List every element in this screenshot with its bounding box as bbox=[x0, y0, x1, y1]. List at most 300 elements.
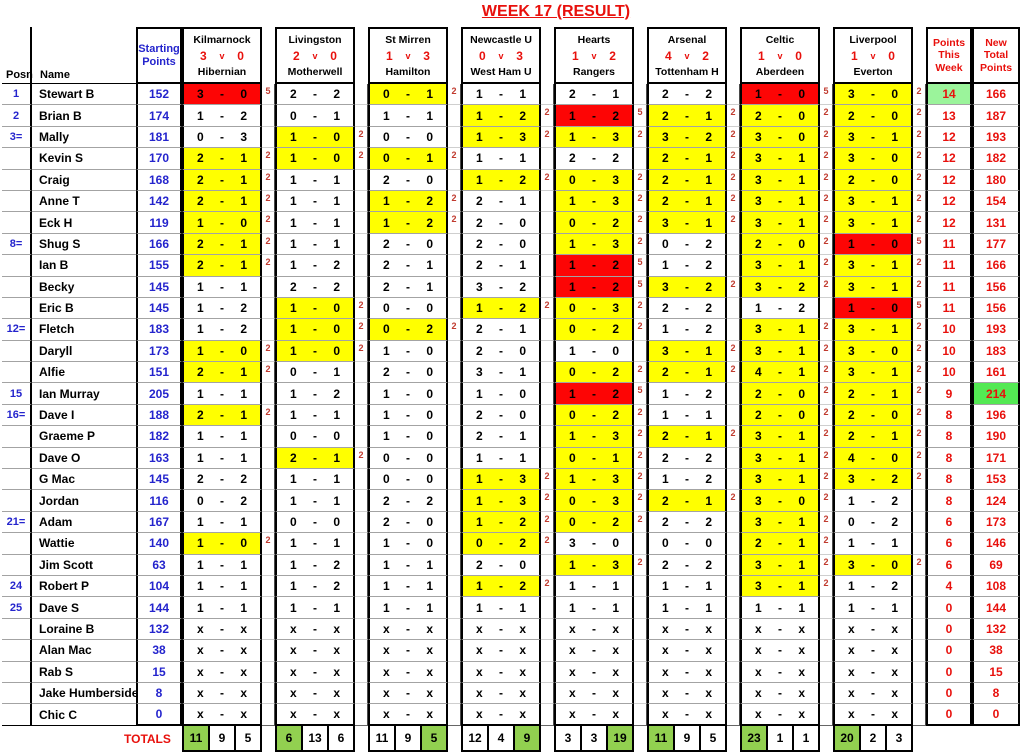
score-separator: - bbox=[313, 386, 317, 401]
points-superscript: 2 bbox=[820, 448, 833, 469]
score-separator: - bbox=[871, 343, 875, 358]
home-team-name: St Mirren bbox=[385, 33, 431, 46]
score-separator: - bbox=[592, 194, 596, 209]
score-separator: - bbox=[592, 322, 596, 337]
points-superscript bbox=[541, 234, 554, 255]
prediction-cell bbox=[275, 619, 355, 640]
predicted-home-score: 2 bbox=[197, 151, 204, 166]
points-superscript: 2 bbox=[820, 277, 833, 298]
prediction-cell bbox=[275, 490, 355, 511]
predicted-home-score: 1 bbox=[290, 536, 297, 551]
predicted-away-score: 0 bbox=[891, 343, 898, 358]
score-separator: - bbox=[778, 386, 782, 401]
points-superscript bbox=[727, 448, 740, 469]
posn-cell bbox=[2, 533, 32, 554]
outcome-count: 11 bbox=[184, 726, 208, 750]
score-separator: - bbox=[499, 707, 503, 722]
score-separator: - bbox=[406, 301, 410, 316]
prediction-cell bbox=[647, 512, 727, 533]
points-superscript bbox=[448, 576, 461, 597]
prediction-cell bbox=[182, 619, 262, 640]
predicted-home-score: 1 bbox=[197, 386, 204, 401]
predicted-away-score: 2 bbox=[612, 515, 619, 529]
prediction-cell bbox=[368, 490, 448, 511]
score-separator: - bbox=[220, 408, 224, 423]
points-superscript bbox=[634, 619, 647, 640]
points-this-week-value: 12 bbox=[926, 191, 972, 212]
prediction-cell bbox=[182, 555, 262, 576]
new-total-points-value: 177 bbox=[972, 234, 1020, 255]
score-separator: - bbox=[592, 172, 596, 187]
points-superscript bbox=[727, 683, 740, 704]
prediction-cell bbox=[740, 319, 820, 340]
predicted-home-score: 1 bbox=[848, 493, 855, 508]
prediction-cell bbox=[275, 212, 355, 233]
player-name: Rab S bbox=[32, 662, 136, 683]
posn-cell: 21= bbox=[2, 512, 32, 533]
points-superscript bbox=[727, 555, 740, 576]
score-separator: - bbox=[778, 108, 782, 123]
home-team-name: Kilmarnock bbox=[193, 33, 251, 46]
points-superscript bbox=[262, 490, 275, 511]
score-separator: - bbox=[778, 279, 782, 294]
score-separator: - bbox=[406, 386, 410, 401]
predicted-away-score: 1 bbox=[333, 236, 340, 251]
predicted-away-score: 0 bbox=[426, 301, 433, 316]
points-superscript bbox=[541, 191, 554, 212]
prediction-cell bbox=[833, 662, 913, 683]
predicted-away-score: 1 bbox=[891, 429, 898, 444]
predicted-home-score: 1 bbox=[662, 472, 669, 487]
score-separator: - bbox=[592, 236, 596, 251]
score-separator: - bbox=[406, 557, 410, 572]
predicted-away-score: 0 bbox=[891, 408, 898, 423]
sup-header-spacer bbox=[634, 27, 647, 84]
score-separator: - bbox=[685, 450, 689, 465]
score-separator: - bbox=[592, 450, 596, 465]
new-total-points-value: 196 bbox=[972, 405, 1020, 426]
player-name: Dave I bbox=[32, 405, 136, 426]
predicted-home-score: 1 bbox=[290, 386, 297, 401]
predicted-home-score: x bbox=[662, 707, 669, 722]
new-total-points-value: 15 bbox=[972, 662, 1020, 683]
predicted-away-score: 1 bbox=[705, 493, 712, 508]
fixture-result bbox=[463, 48, 539, 64]
predicted-home-score: 1 bbox=[290, 600, 297, 615]
score-separator: - bbox=[778, 450, 782, 465]
predicted-home-score: 1 bbox=[569, 108, 576, 123]
points-superscript bbox=[448, 426, 461, 447]
points-superscript: 2 bbox=[913, 255, 926, 276]
score-separator: - bbox=[220, 472, 224, 487]
score-separator: - bbox=[871, 87, 875, 102]
new-total-points-value: 171 bbox=[972, 448, 1020, 469]
predicted-away-score: 2 bbox=[612, 408, 619, 423]
predicted-away-score: x bbox=[612, 664, 619, 679]
posn-cell bbox=[2, 362, 32, 383]
prediction-cell bbox=[740, 683, 820, 704]
starting-points-value: 181 bbox=[136, 127, 182, 148]
prediction-cell bbox=[275, 405, 355, 426]
score-separator: - bbox=[592, 215, 596, 230]
predicted-away-score: 1 bbox=[705, 194, 712, 209]
score-separator: - bbox=[406, 343, 410, 358]
points-superscript: 2 bbox=[355, 127, 368, 148]
points-superscript: 5 bbox=[262, 84, 275, 105]
predicted-away-score: 2 bbox=[891, 472, 898, 487]
points-superscript: 2 bbox=[727, 277, 740, 298]
score-separator: - bbox=[499, 129, 503, 144]
player-name: Daryll bbox=[32, 341, 136, 362]
predicted-home-score: x bbox=[476, 621, 483, 636]
points-superscript: 2 bbox=[541, 576, 554, 597]
prediction-cell bbox=[833, 533, 913, 554]
outcome-count: 5 bbox=[420, 726, 446, 750]
predicted-away-score: x bbox=[240, 664, 247, 679]
points-superscript: 2 bbox=[727, 127, 740, 148]
predicted-away-score: 3 bbox=[612, 194, 619, 209]
score-separator: - bbox=[871, 557, 875, 572]
score-separator: - bbox=[499, 258, 503, 273]
starting-points-value: 145 bbox=[136, 469, 182, 490]
prediction-cell bbox=[461, 362, 541, 383]
predicted-away-score: 1 bbox=[240, 515, 247, 529]
prediction-cell bbox=[554, 533, 634, 554]
prediction-cell bbox=[647, 362, 727, 383]
starting-points-value: 119 bbox=[136, 212, 182, 233]
fixture-column-liverpool bbox=[833, 27, 913, 752]
predicted-home-score: 0 bbox=[569, 322, 576, 337]
points-superscript bbox=[541, 319, 554, 340]
fixture-header bbox=[182, 27, 262, 84]
predicted-home-score: 0 bbox=[290, 429, 297, 444]
prediction-cell bbox=[740, 469, 820, 490]
sup-totals-spacer bbox=[355, 726, 368, 752]
predicted-away-score: 0 bbox=[426, 515, 433, 529]
sup-header-spacer bbox=[541, 27, 554, 84]
points-superscript bbox=[262, 576, 275, 597]
score-separator: - bbox=[592, 108, 596, 123]
starting-points-column bbox=[136, 27, 182, 752]
home-team-goals: 1 bbox=[851, 48, 858, 63]
prediction-cell bbox=[740, 555, 820, 576]
points-superscript: 5 bbox=[634, 383, 647, 404]
predicted-home-score: 1 bbox=[755, 301, 762, 316]
score-separator: - bbox=[499, 322, 503, 337]
predicted-home-score: 2 bbox=[755, 408, 762, 423]
fixture-outcome-totals bbox=[833, 726, 913, 752]
points-superscript bbox=[355, 255, 368, 276]
score-separator: - bbox=[220, 215, 224, 230]
points-superscript bbox=[355, 576, 368, 597]
fixture-column-celtic bbox=[740, 27, 820, 752]
prediction-cell bbox=[182, 170, 262, 191]
predicted-home-score: 1 bbox=[476, 450, 483, 465]
score-separator: - bbox=[313, 557, 317, 572]
predicted-home-score: 2 bbox=[662, 151, 669, 166]
score-separator: - bbox=[685, 472, 689, 487]
new-total-points-value: 154 bbox=[972, 191, 1020, 212]
fixture-result bbox=[742, 48, 818, 64]
predicted-away-score: 1 bbox=[891, 129, 898, 144]
score-separator: - bbox=[499, 408, 503, 423]
prediction-cell bbox=[740, 533, 820, 554]
points-this-week-value: 13 bbox=[926, 105, 972, 126]
prediction-cell bbox=[647, 704, 727, 725]
predicted-home-score: 3 bbox=[197, 87, 204, 102]
predicted-away-score: 1 bbox=[798, 258, 805, 273]
prediction-cell bbox=[740, 405, 820, 426]
predicted-home-score: 1 bbox=[383, 536, 390, 551]
predicted-away-score: 3 bbox=[519, 472, 526, 487]
predicted-away-score: 1 bbox=[798, 194, 805, 209]
points-superscript: 2 bbox=[448, 191, 461, 212]
predicted-away-score: 0 bbox=[333, 429, 340, 444]
predicted-home-score: 3 bbox=[755, 322, 762, 337]
prediction-cell bbox=[647, 597, 727, 618]
score-separator: - bbox=[499, 87, 503, 102]
points-superscript bbox=[262, 683, 275, 704]
points-superscript: 2 bbox=[913, 127, 926, 148]
points-superscript bbox=[541, 341, 554, 362]
score-separator: - bbox=[313, 472, 317, 487]
prediction-cell bbox=[368, 576, 448, 597]
starting-points-header-line: Points bbox=[142, 55, 176, 68]
prediction-cell bbox=[182, 319, 262, 340]
points-superscript: 5 bbox=[634, 105, 647, 126]
predicted-away-score: 1 bbox=[333, 215, 340, 230]
predicted-away-score: 1 bbox=[519, 151, 526, 166]
predicted-home-score: x bbox=[569, 621, 576, 636]
score-separator: - bbox=[685, 515, 689, 529]
predicted-home-score: 2 bbox=[662, 493, 669, 508]
prediction-cell bbox=[554, 662, 634, 683]
predicted-home-score: x bbox=[662, 643, 669, 658]
predicted-away-score: 2 bbox=[705, 450, 712, 465]
prediction-cell bbox=[182, 597, 262, 618]
points-superscript: 2 bbox=[727, 490, 740, 511]
outcome-count: 23 bbox=[742, 726, 766, 750]
score-separator: - bbox=[685, 429, 689, 444]
posn-cell: 1 bbox=[2, 84, 32, 105]
score-separator: - bbox=[871, 493, 875, 508]
points-superscript: 2 bbox=[541, 298, 554, 319]
posn-cell bbox=[2, 469, 32, 490]
predicted-home-score: x bbox=[569, 686, 576, 701]
prediction-cell bbox=[275, 191, 355, 212]
points-superscript bbox=[541, 212, 554, 233]
score-separator: - bbox=[499, 600, 503, 615]
outcome-count: 6 bbox=[277, 726, 301, 750]
points-this-week-value: 12 bbox=[926, 127, 972, 148]
predicted-away-score: 2 bbox=[426, 322, 433, 337]
prediction-cell bbox=[182, 704, 262, 725]
score-separator: - bbox=[592, 664, 596, 679]
predicted-home-score: 1 bbox=[662, 322, 669, 337]
points-superscript: 2 bbox=[913, 383, 926, 404]
predicted-away-score: 2 bbox=[333, 386, 340, 401]
player-name: Wattie bbox=[32, 533, 136, 554]
predicted-away-score: 1 bbox=[798, 215, 805, 230]
points-superscript: 5 bbox=[913, 234, 926, 255]
predicted-away-score: 0 bbox=[426, 536, 433, 551]
points-superscript bbox=[262, 383, 275, 404]
predicted-away-score: 2 bbox=[798, 279, 805, 294]
score-separator: - bbox=[871, 643, 875, 658]
points-superscript bbox=[355, 105, 368, 126]
score-separator: - bbox=[871, 621, 875, 636]
points-superscript bbox=[448, 277, 461, 298]
prediction-cell bbox=[647, 319, 727, 340]
predicted-away-score: 3 bbox=[519, 493, 526, 508]
score-separator: - bbox=[499, 194, 503, 209]
predicted-away-score: 1 bbox=[798, 172, 805, 187]
predicted-away-score: 1 bbox=[333, 408, 340, 423]
points-this-week-value: 11 bbox=[926, 277, 972, 298]
prediction-cell bbox=[368, 405, 448, 426]
score-separator: - bbox=[220, 129, 224, 144]
prediction-cell bbox=[554, 212, 634, 233]
points-superscript bbox=[634, 341, 647, 362]
fixture-result bbox=[184, 48, 260, 64]
points-superscript bbox=[634, 148, 647, 169]
predicted-home-score: x bbox=[569, 664, 576, 679]
predicted-home-score: x bbox=[848, 643, 855, 658]
predicted-away-score: 2 bbox=[612, 151, 619, 166]
score-separator: - bbox=[871, 129, 875, 144]
predicted-away-score: 2 bbox=[519, 515, 526, 529]
predicted-away-score: x bbox=[240, 707, 247, 722]
predicted-away-score: 2 bbox=[891, 579, 898, 594]
points-superscript bbox=[541, 383, 554, 404]
predicted-away-score: 2 bbox=[519, 536, 526, 551]
points-superscript bbox=[355, 640, 368, 661]
prediction-cell bbox=[833, 341, 913, 362]
score-separator: - bbox=[592, 515, 596, 529]
new-total-points-header bbox=[972, 27, 1020, 84]
points-superscript bbox=[448, 170, 461, 191]
prediction-cell bbox=[368, 277, 448, 298]
predicted-away-score: 2 bbox=[426, 215, 433, 230]
predicted-home-score: 3 bbox=[755, 258, 762, 273]
player-name: Mally bbox=[32, 127, 136, 148]
score-separator: - bbox=[871, 408, 875, 423]
prediction-cell bbox=[182, 362, 262, 383]
score-separator: - bbox=[406, 643, 410, 658]
points-awarded-column-livingston bbox=[355, 27, 368, 752]
score-separator: - bbox=[406, 429, 410, 444]
predicted-home-score: 1 bbox=[476, 87, 483, 102]
points-superscript bbox=[913, 533, 926, 554]
predicted-away-score: 0 bbox=[426, 386, 433, 401]
new-total-points-value: 193 bbox=[972, 127, 1020, 148]
predicted-away-score: 0 bbox=[333, 515, 340, 529]
player-name: Dave S bbox=[32, 597, 136, 618]
posn-cell bbox=[2, 640, 32, 661]
prediction-cell bbox=[182, 662, 262, 683]
predicted-away-score: 1 bbox=[705, 365, 712, 380]
starting-points-header bbox=[136, 27, 182, 84]
predicted-away-score: 1 bbox=[333, 194, 340, 209]
prediction-cell bbox=[647, 662, 727, 683]
new-total-points-header-line: Points bbox=[979, 61, 1013, 74]
fixture-outcome-totals bbox=[647, 726, 727, 752]
predicted-away-score: x bbox=[426, 707, 433, 722]
points-superscript bbox=[634, 597, 647, 618]
prediction-cell bbox=[182, 105, 262, 126]
points-superscript bbox=[448, 533, 461, 554]
points-superscript: 2 bbox=[913, 212, 926, 233]
predicted-home-score: 1 bbox=[290, 343, 297, 358]
points-superscript: 2 bbox=[541, 490, 554, 511]
prediction-cell bbox=[368, 170, 448, 191]
points-superscript: 2 bbox=[634, 405, 647, 426]
prediction-cell bbox=[182, 448, 262, 469]
outcome-count: 19 bbox=[606, 726, 632, 750]
predicted-away-score: 3 bbox=[612, 429, 619, 444]
predicted-away-score: x bbox=[426, 643, 433, 658]
score-separator: - bbox=[778, 236, 782, 251]
prediction-cell bbox=[554, 597, 634, 618]
prediction-cell bbox=[554, 298, 634, 319]
score-separator: - bbox=[499, 172, 503, 187]
points-superscript bbox=[727, 234, 740, 255]
predicted-away-score: 1 bbox=[612, 87, 619, 102]
score-separator: - bbox=[220, 515, 224, 529]
score-separator: - bbox=[220, 686, 224, 701]
points-superscript: 2 bbox=[634, 512, 647, 533]
outcome-count: 12 bbox=[468, 730, 482, 745]
outcome-count: 9 bbox=[513, 726, 539, 750]
score-separator: - bbox=[871, 236, 875, 251]
points-superscript: 2 bbox=[727, 341, 740, 362]
starting-points-header-line: Starting bbox=[138, 42, 180, 55]
predicted-away-score: 1 bbox=[705, 408, 712, 423]
points-superscript bbox=[913, 640, 926, 661]
outcome-count: 13 bbox=[301, 726, 327, 750]
starting-points-value: 188 bbox=[136, 405, 182, 426]
prediction-cell bbox=[740, 619, 820, 640]
predicted-home-score: 1 bbox=[290, 579, 297, 594]
score-separator: - bbox=[685, 108, 689, 123]
score-separator: - bbox=[499, 686, 503, 701]
score-separator: - bbox=[313, 408, 317, 423]
score-separator: - bbox=[685, 365, 689, 380]
predicted-home-score: 2 bbox=[476, 429, 483, 444]
starting-points-value: 0 bbox=[136, 704, 182, 725]
score-separator: - bbox=[592, 386, 596, 401]
score-separator: - bbox=[871, 579, 875, 594]
score-separator: - bbox=[685, 643, 689, 658]
points-superscript bbox=[355, 426, 368, 447]
prediction-cell bbox=[368, 383, 448, 404]
points-superscript bbox=[727, 319, 740, 340]
fixture-outcome-totals bbox=[182, 726, 262, 752]
predicted-home-score: 3 bbox=[755, 279, 762, 294]
predicted-away-score: 1 bbox=[240, 386, 247, 401]
points-superscript: 2 bbox=[820, 212, 833, 233]
points-superscript bbox=[448, 490, 461, 511]
predicted-home-score: x bbox=[476, 643, 483, 658]
points-this-week-value: 8 bbox=[926, 405, 972, 426]
new-total-points-value: 190 bbox=[972, 426, 1020, 447]
predicted-home-score: 1 bbox=[569, 600, 576, 615]
predicted-home-score: 2 bbox=[197, 172, 204, 187]
score-separator: - bbox=[313, 536, 317, 551]
player-name: G Mac bbox=[32, 469, 136, 490]
prediction-cell bbox=[833, 512, 913, 533]
points-superscript: 2 bbox=[355, 341, 368, 362]
